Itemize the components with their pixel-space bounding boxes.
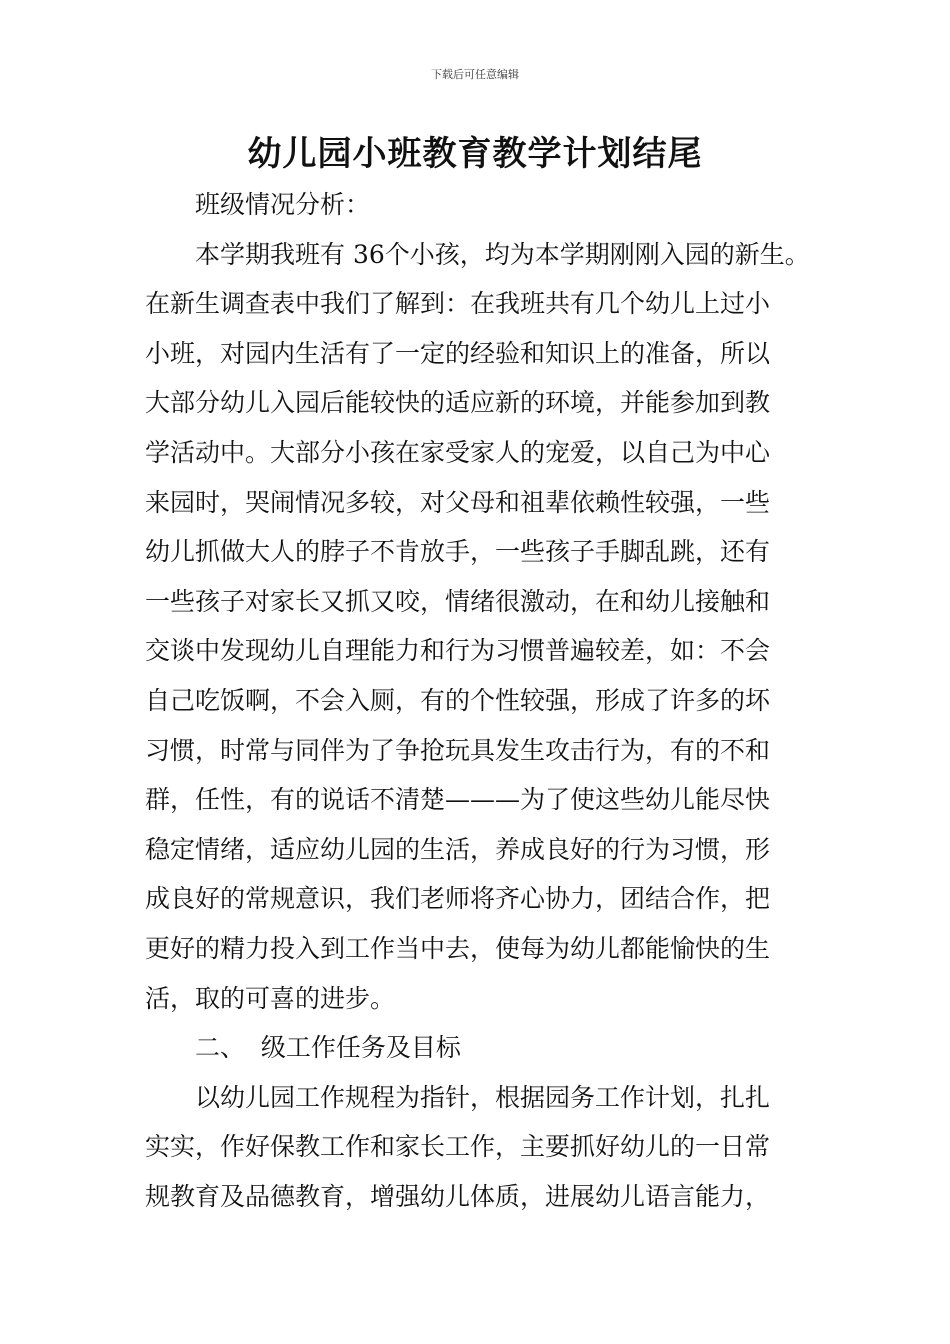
paragraph-line: 以幼儿园工作规程为指针，根据园务工作计划，扎扎 xyxy=(195,1082,771,1112)
paragraph-line: 大部分幼儿入园后能较快的适应新的环境，并能参加到教 xyxy=(145,388,771,418)
paragraph-line: 习惯，时常与同伴为了争抢玩具发生攻击行为，有的不和 xyxy=(145,735,771,765)
paragraph-line: 来园时，哭闹情况多较，对父母和祖辈依赖性较强，一些 xyxy=(145,487,771,517)
paragraph-line: 规教育及品德教育，增强幼儿体质，进展幼儿语言能力， xyxy=(145,1181,771,1211)
document-title: 幼儿园小班教育教学计划结尾 xyxy=(247,134,703,174)
paragraph-line: 活，取的可喜的进步。 xyxy=(145,983,396,1013)
paragraph-line: 班级情况分析： xyxy=(195,190,371,219)
document-body xyxy=(145,180,825,1221)
paragraph-line: 自己吃饭啊，不会入厕，有的个性较强，形成了许多的坏 xyxy=(145,685,771,715)
section-heading: 二、 级工作任务及目标 xyxy=(195,1033,461,1063)
paragraph-line: 本学期我班有 36个小孩，均为本学期刚刚入园的新生。 xyxy=(195,239,810,269)
paragraph-line: 一些孩子对家长又抓又咬，情绪很激动，在和幼儿接触和 xyxy=(145,586,771,616)
paragraph-line: 群，任性，有的说话不清楚———为了使这些幼儿能尽快 xyxy=(145,785,771,815)
paragraph-line: 在新生调查表中我们了解到：在我班共有几个幼儿上过小 xyxy=(145,289,771,319)
paragraph-line: 稳定情绪，适应幼儿园的生活，养成良好的行为习惯，形 xyxy=(145,834,771,864)
paragraph-line: 交谈中发现幼儿自理能力和行为习惯普遍较差，如：不会 xyxy=(145,636,771,666)
paragraph-line: 学活动中。大部分小孩在家受家人的宠爱，以自己为中心 xyxy=(145,437,771,467)
header-note: 下载后可任意编辑 xyxy=(431,68,519,81)
paragraph-line: 成良好的常规意识，我们老师将齐心协力，团结合作，把 xyxy=(145,884,771,914)
paragraph-line: 幼儿抓做大人的脖子不肯放手，一些孩子手脚乱跳，还有 xyxy=(145,537,771,567)
paragraph-line: 实实，作好保教工作和家长工作，主要抓好幼儿的一日常 xyxy=(145,1132,771,1162)
paragraph-line: 更好的精力投入到工作当中去，使每为幼儿都能愉快的生 xyxy=(145,933,771,963)
paragraph-line: 小班，对园内生活有了一定的经验和知识上的准备，所以 xyxy=(145,338,771,368)
